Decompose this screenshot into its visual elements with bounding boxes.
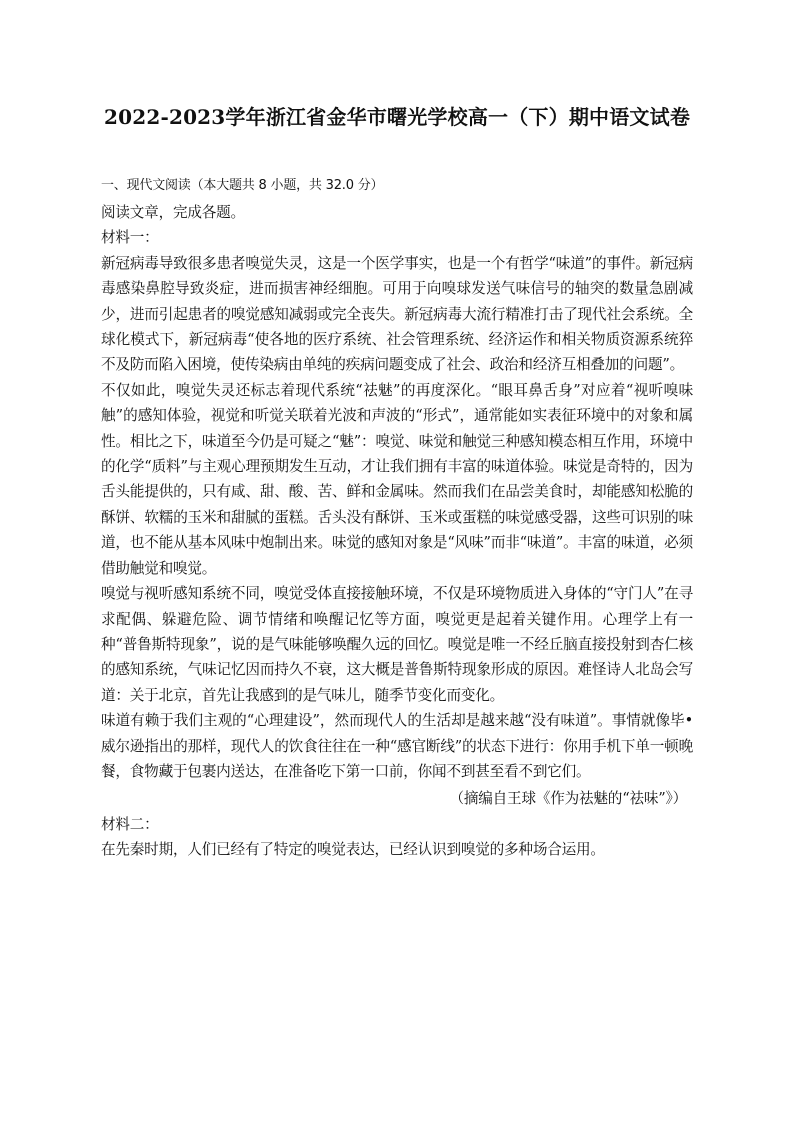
material-one-paragraph-2: 不仅如此，嗅觉失灵还标志着现代系统“祛魅”的再度深化。“眼耳鼻舌身”对应着“视听嗅味触”的感知体验，视觉和听觉关联着光波和声波的“形式”，通常能如实表征环境中的对象和属性。相比之下，味道至今仍是可疑之“魅”：嗅觉、味觉和触觉三种感知模态相互作用，环境中的化学“质料”与主观心理预期发生互动，才让我们拥有丰富的味道体验。味觉是奇特的，因为舌头能提供的，只有咸、甜、酸、苦、鲜和金属味。然而我们在品尝美食时，却能感知松脆的酥饼、软糯的玉米和甜腻的蛋糕。舌头没有酥饼、玉米或蛋糕的味觉感受器，这些可识别的味道，也不能从基本风味中炮制出来。味觉的感知对象是“风味”而非“味道”。丰富的味道，必须借助触觉和嗅觉。 xyxy=(101,381,693,577)
section-heading: 一、现代文阅读（本大题共 8 小题，共 32.0 分） xyxy=(101,178,384,193)
reading-instruction: 阅读文章，完成各题。 xyxy=(101,204,245,221)
material-one-source: （摘编自王球《作为祛魅的“祛味”》） xyxy=(449,790,687,808)
material-two-label: 材料二： xyxy=(101,815,159,833)
document-body xyxy=(101,171,693,863)
material-two-paragraph-1: 在先秦时期，人们已经有了特定的嗅觉表达，已经认识到嗅觉的多种场合运用。 xyxy=(101,841,605,859)
material-one-paragraph-3: 嗅觉与视听感知系统不同，嗅觉受体直接接触环境，不仅是环境物质进入身体的“守门人”在寻求配偶、躲避危险、调节情绪和唤醒记忆等方面，嗅觉更是起着关键作用。心理学上有一种“普鲁斯特现象”，说的是气味能够唤醒久远的回忆。嗅觉是唯一不经丘脑直接投射到杏仁核的感知系统，气味记忆因而持久不衰，这大概是普鲁斯特现象形成的原因。难怪诗人北岛会写道：关于北京，首先让我感到的是气味儿，随季节变化而变化。 xyxy=(101,585,693,704)
material-one-paragraph-4: 味道有赖于我们主观的“心理建设”，然而现代人的生活却是越来越“没有味道”。事情就像毕•威尔逊指出的那样，现代人的饮食往往在一种“感官断线”的状态下进行：你用手机下单一顿晚餐，食物藏于包裹内送达，在准备吃下第一口前，你闻不到甚至看不到它们。 xyxy=(101,712,693,780)
material-one-label: 材料一： xyxy=(101,229,159,247)
material-one-paragraph-1: 新冠病毒导致很多患者嗅觉失灵，这是一个医学事实，也是一个有哲学“味道”的事件。新冠病毒感染鼻腔导致炎症，进而损害神经细胞。可用于向嗅球发送气味信号的轴突的数量急剧减少，进而引起患者的嗅觉感知减弱或完全丧失。新冠病毒大流行精准打击了现代社会系统。全球化模式下，新冠病毒“使各地的医疗系统、社会管理系统、经济运作和相关物质资源系统猝不及防而陷入困境，使传染病由单纯的疾病问题变成了社会、政治和经济互相叠加的问题”。 xyxy=(101,254,693,374)
exam-title: 2022-2023学年浙江省金华市曙光学校高一（下）期中语文试卷 xyxy=(103,105,691,129)
